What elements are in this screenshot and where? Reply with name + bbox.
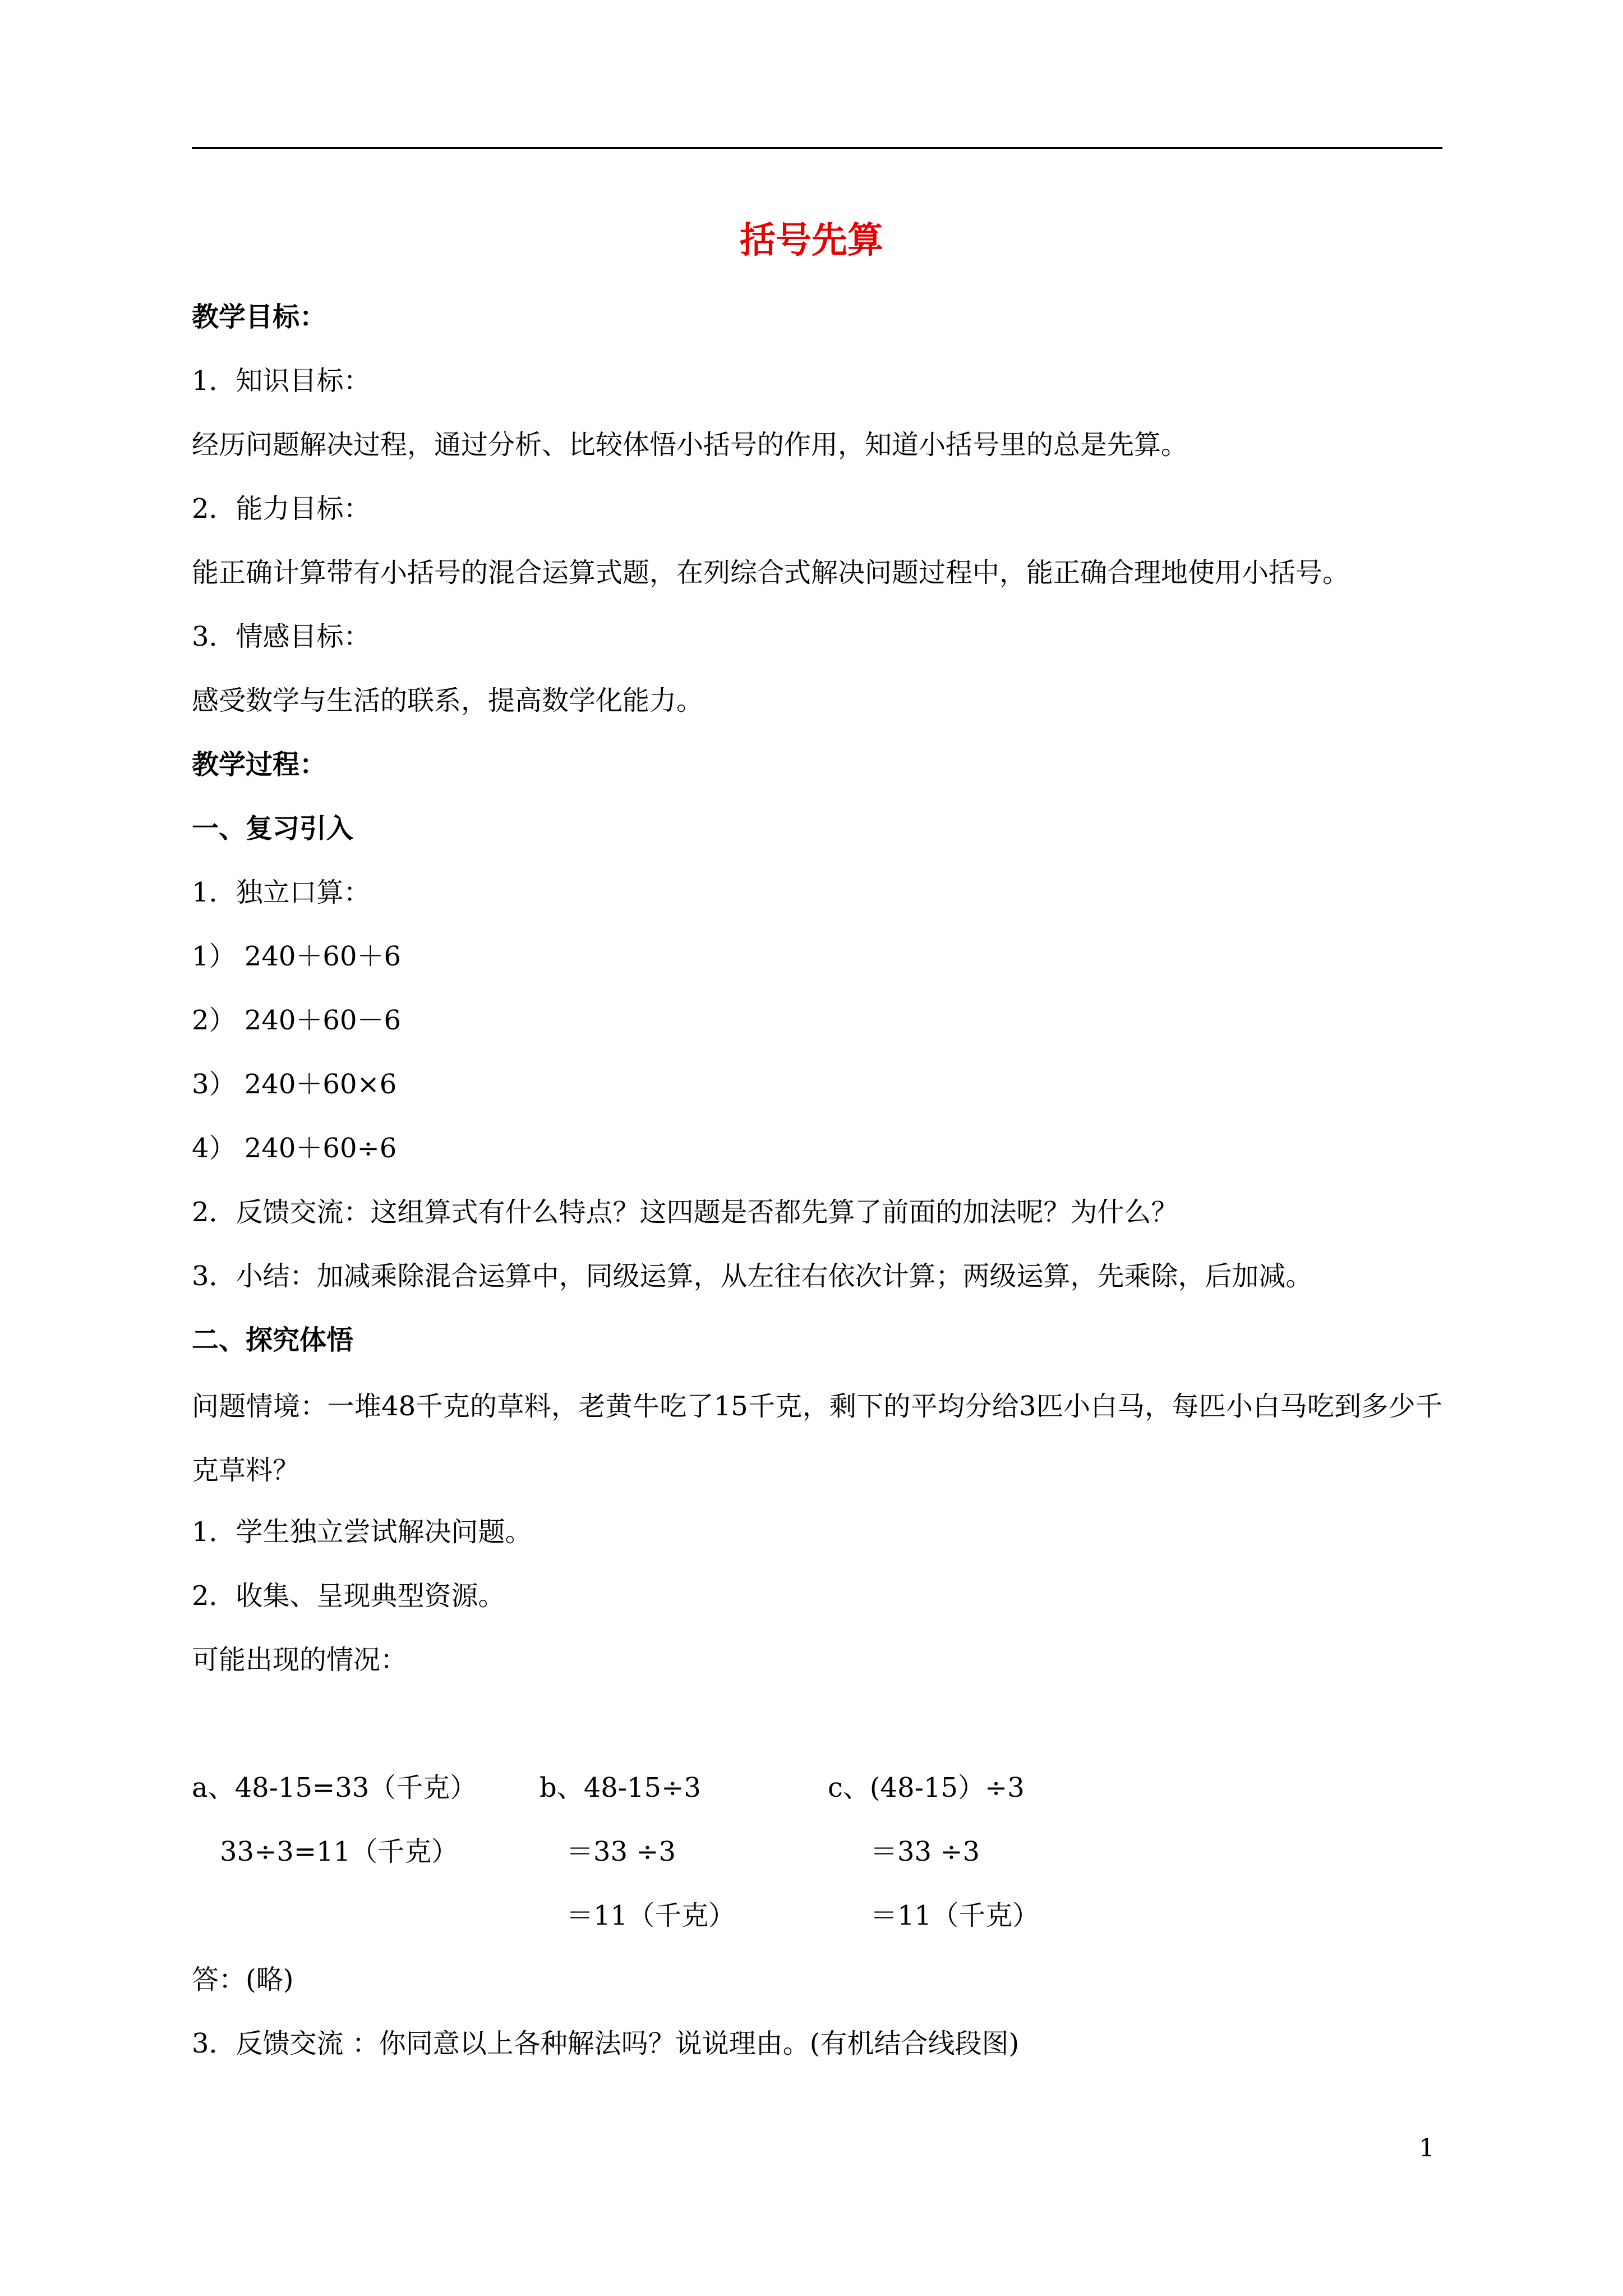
- s2-item1: 1．学生独立尝试解决问题。: [192, 1516, 532, 1548]
- s2-item2: 2．收集、呈现典型资源。: [192, 1580, 505, 1612]
- process-heading: 教学过程：: [192, 749, 327, 780]
- document-title: 括号先算: [740, 219, 883, 261]
- solution-b-line2: ＝33 ÷3: [566, 1836, 676, 1867]
- answer-line: 答：(略): [192, 1964, 294, 1995]
- solution-c-line2: ＝33 ÷3: [870, 1836, 980, 1867]
- goal1-text: 经历问题解决过程，通过分析、比较体悟小括号的作用，知道小括号里的总是先算。: [192, 429, 1188, 461]
- goal3-text: 感受数学与生活的联系，提高数学化能力。: [192, 685, 704, 716]
- solution-c-line1: c、(48-15）÷3: [828, 1772, 1025, 1803]
- s1-item2: 2．反馈交流：这组算式有什么特点？这四题是否都先算了前面的加法呢？为什么？: [192, 1197, 1178, 1228]
- section1-heading: 一、复习引入: [192, 813, 354, 844]
- solution-b-line1: b、48-15÷3: [540, 1772, 701, 1803]
- goal2-label: 2．能力目标：: [192, 493, 371, 524]
- solution-b-line3: ＝11（千克）: [566, 1900, 736, 1931]
- calc-3: 3） 240＋60×6: [192, 1069, 397, 1100]
- possible-cases: 可能出现的情况：: [192, 1644, 408, 1676]
- calc-4: 4） 240＋60÷6: [192, 1133, 397, 1164]
- solution-c-line3: ＝11（千克）: [870, 1900, 1040, 1931]
- s2-item3: 3．反馈交流 ：你同意以上各种解法吗？说说理由。(有机结合线段图): [192, 2028, 1020, 2059]
- page-number: 1: [1419, 2134, 1435, 2162]
- s1-item1: 1．独立口算：: [192, 877, 371, 908]
- goal1-label: 1．知识目标：: [192, 365, 371, 397]
- goal2-text: 能正确计算带有小括号的混合运算式题，在列综合式解决问题过程中，能正确合理地使用小括号。: [192, 557, 1350, 588]
- header-rule: [192, 147, 1442, 149]
- solution-a-line1: a、48-15=33（千克）: [192, 1772, 477, 1803]
- solution-a-line2: 33÷3=11（千克）: [220, 1836, 459, 1867]
- goal3-label: 3．情感目标：: [192, 621, 371, 652]
- section2-heading: 二、探究体悟: [192, 1324, 354, 1356]
- goals-heading: 教学目标：: [192, 301, 327, 333]
- s1-item3: 3．小结：加减乘除混合运算中，同级运算，从左往右依次计算；两级运算，先乘除，后加减。: [192, 1260, 1313, 1292]
- problem-text: 问题情境：一堆48千克的草料，老黄牛吃了15千克，剩下的平均分给3匹小白马，每匹小白马吃到多少千克草料？: [192, 1391, 1442, 1486]
- calc-2: 2） 240＋60－6: [192, 1005, 402, 1036]
- calc-1: 1） 240＋60＋6: [192, 941, 402, 972]
